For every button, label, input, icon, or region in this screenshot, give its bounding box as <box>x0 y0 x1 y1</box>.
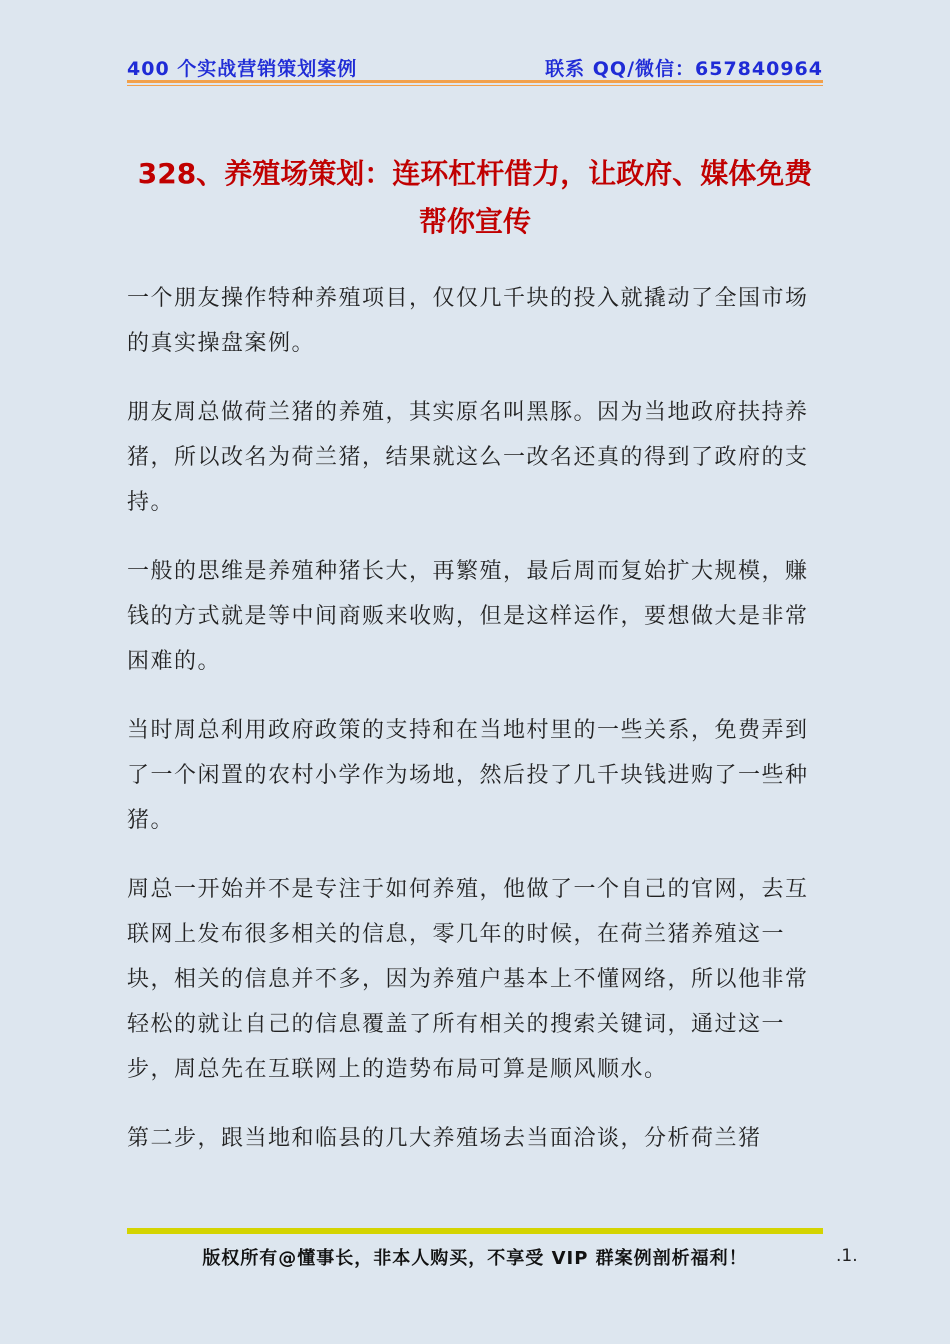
header-contact: 联系 QQ/微信：657840964 <box>545 58 823 80</box>
article-body <box>127 276 827 1185</box>
paragraph-3: 一般的思维是养殖种猪长大，再繁殖，最后周而复始扩大规模，赚钱的方式就是等中间商贩来收购，但是这样运作，要想做大是非常困难的。 <box>127 559 809 674</box>
article-title: 328、养殖场策划：连环杠杆借力，让政府、媒体免费帮你宣传 <box>137 157 813 238</box>
paragraph-1: 一个朋友操作特种养殖项目，仅仅几千块的投入就撬动了全国市场的真实操盘案例。 <box>127 286 809 356</box>
header-divider <box>127 80 823 83</box>
page-number: .1. <box>836 1246 858 1266</box>
header-divider-thin <box>127 85 823 86</box>
paragraph-4: 当时周总利用政府政策的支持和在当地村里的一些关系，免费弄到了一个闲置的农村小学作为场地，然后投了几千块钱进购了一些种猪。 <box>127 718 809 833</box>
footer-copyright: 版权所有@懂事长，非本人购买，不享受 VIP 群案例剖析福利！ <box>202 1248 748 1269</box>
footer-divider <box>127 1228 823 1234</box>
header-series-title: 400 个实战营销策划案例 <box>127 58 358 80</box>
page-header <box>127 54 823 80</box>
paragraph-5: 周总一开始并不是专注于如何养殖，他做了一个自己的官网，去互联网上发布很多相关的信息，零几年的时候，在荷兰猪养殖这一块，相关的信息并不多，因为养殖户基本上不懂网络，所以他非常轻松的就让自己的信息覆盖了所有相关的搜索关键词，通过这一步，周总先在互联网上的造势布局可算是顺风顺水。 <box>127 877 809 1082</box>
paragraph-2: 朋友周总做荷兰猪的养殖，其实原名叫黑豚。因为当地政府扶持养猪，所以改名为荷兰猪，结果就这么一改名还真的得到了政府的支持。 <box>127 400 809 515</box>
paragraph-6: 第二步，跟当地和临县的几大养殖场去当面洽谈，分析荷兰猪 <box>127 1126 762 1151</box>
